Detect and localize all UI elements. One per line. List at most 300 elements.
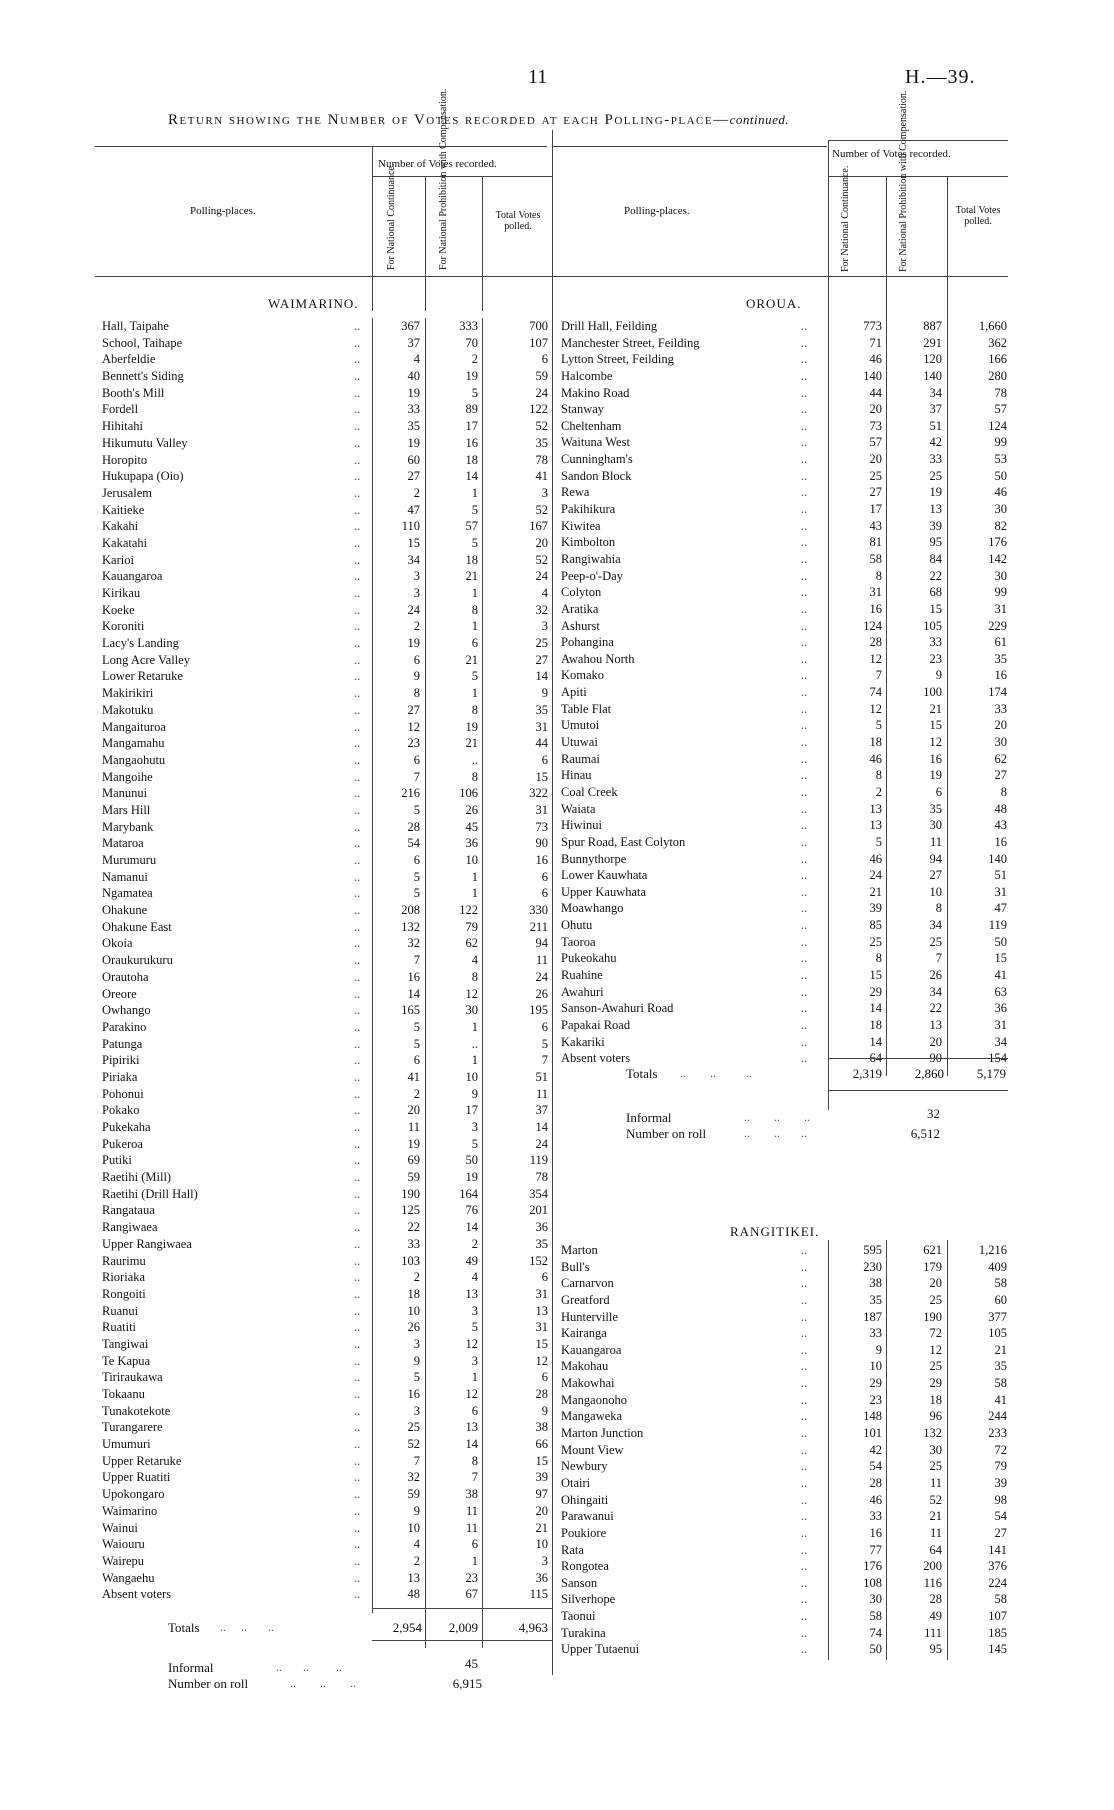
continuance-votes: 132 [401, 919, 420, 934]
polling-place-name: Ngamatea [102, 886, 153, 901]
leader-dots: .. [801, 918, 808, 933]
polling-place-name: Turakina [561, 1625, 606, 1640]
table-row [561, 401, 1008, 418]
prohibition-votes: 21 [929, 1509, 942, 1524]
prohibition-votes: 95 [929, 535, 942, 550]
leader-dots: .. [801, 568, 808, 583]
continuance-votes: 52 [407, 1437, 420, 1452]
table-row [102, 1520, 552, 1537]
table-row [561, 717, 1008, 734]
leader-dots: .. [801, 1426, 808, 1441]
leader-dots: .. [801, 967, 808, 982]
table-row [102, 602, 552, 619]
table-row [561, 1458, 1008, 1475]
oroua-section-title: OROUA. [746, 296, 802, 311]
polling-place-name: Hunterville [561, 1309, 618, 1324]
polling-place-name: Parawanui [561, 1509, 614, 1524]
polling-place-name: Waiouru [102, 1537, 145, 1552]
polling-place-name: Mangaweka [561, 1409, 623, 1424]
total-votes: 244 [988, 1409, 1007, 1424]
polling-place-name: Rongoiti [102, 1286, 146, 1301]
oroua-totals-dots: .. .. .. [680, 1066, 752, 1080]
total-votes: 12 [535, 1353, 548, 1368]
continuance-votes: 5 [875, 718, 882, 733]
polling-place-name: Kirikau [102, 586, 141, 600]
prohibition-votes: 25 [929, 1459, 942, 1474]
oroua-totals-label: Totals [626, 1066, 658, 1081]
table-row [102, 952, 552, 969]
prohibition-votes: 11 [929, 1475, 942, 1490]
continuance-votes: 54 [407, 836, 420, 851]
prohibition-votes: 5 [471, 669, 478, 684]
rangitikei-table [561, 1242, 1008, 1658]
polling-place-name: Komako [561, 668, 605, 683]
continuance-votes: 32 [407, 936, 420, 951]
prohibition-votes: 84 [929, 551, 942, 566]
waimarino-roll-dots: .. .. .. [290, 1676, 356, 1690]
total-votes: 43 [994, 818, 1007, 833]
table-row [561, 434, 1008, 451]
total-votes: 50 [994, 934, 1007, 949]
polling-place-name: Table Flat [561, 701, 612, 716]
table-row [102, 568, 552, 585]
table-row [561, 1275, 1008, 1292]
prohibition-votes: 14 [465, 1220, 478, 1235]
polling-place-name: Sanson [561, 1575, 598, 1590]
leader-dots: .. [801, 818, 808, 833]
leader-dots: .. [354, 502, 361, 517]
continuance-votes: 8 [875, 768, 882, 783]
total-votes: 185 [988, 1625, 1007, 1640]
polling-place-name: Orautoha [102, 969, 149, 984]
polling-place-name: Peep-o'-Day [561, 568, 623, 583]
continuance-votes: 103 [401, 1253, 420, 1268]
prohibition-votes: 12 [465, 1387, 478, 1401]
table-row [561, 584, 1008, 601]
polling-place-name: Newbury [561, 1459, 608, 1474]
continuance-votes: 20 [869, 402, 882, 417]
prohibition-votes: 621 [923, 1243, 942, 1257]
prohibition-votes: 51 [929, 418, 942, 433]
polling-place-name: Awahou North [561, 651, 635, 666]
prohibition-votes: 33 [929, 635, 942, 650]
total-votes: 59 [535, 369, 548, 384]
prohibition-votes: 13 [465, 1286, 478, 1301]
polling-place-name: Umutoi [561, 718, 600, 733]
table-row [561, 1392, 1008, 1409]
prohibition-votes: 67 [465, 1587, 478, 1602]
leader-dots: .. [801, 1259, 808, 1274]
table-row [561, 518, 1008, 535]
prohibition-votes: 105 [923, 618, 942, 633]
prohibition-votes: 2 [471, 1236, 478, 1251]
total-votes: 409 [988, 1259, 1007, 1274]
prohibition-votes: 13 [465, 1420, 478, 1435]
table-row [102, 1169, 552, 1186]
leader-dots: .. [801, 1459, 808, 1474]
polling-place-name: Carnarvon [561, 1276, 614, 1291]
prohibition-votes: 39 [929, 518, 942, 533]
continuance-votes: 30 [869, 1592, 882, 1607]
continuance-votes: 5 [413, 802, 420, 817]
table-row [102, 1136, 552, 1153]
continuance-votes: 230 [863, 1259, 882, 1274]
polling-place-name: Horopito [102, 452, 148, 467]
table-row [561, 568, 1008, 585]
table-row [561, 351, 1008, 368]
total-votes: 14 [535, 1120, 548, 1134]
total-votes: 174 [988, 685, 1007, 700]
continuance-votes: 5 [413, 1370, 420, 1385]
table-row [102, 1553, 552, 1570]
table-row [561, 851, 1008, 868]
prohibition-votes: 34 [929, 984, 942, 999]
total-votes: 58 [994, 1592, 1007, 1607]
waimarino-totals-label: Totals [168, 1620, 200, 1635]
prohibition-votes: 12 [929, 735, 942, 750]
leader-dots: .. [354, 1537, 361, 1552]
leader-dots: .. [801, 1442, 808, 1457]
leader-dots: .. [801, 984, 808, 999]
prohibition-votes: 21 [465, 736, 478, 751]
table-row [102, 1236, 552, 1253]
total-votes: 141 [988, 1542, 1007, 1557]
left-total-header: Total Votes polled. [495, 210, 541, 232]
table-row [561, 1292, 1008, 1309]
leader-dots: .. [354, 335, 361, 350]
prohibition-votes: 190 [923, 1309, 942, 1324]
continuance-votes: 21 [869, 884, 882, 899]
prohibition-votes: 19 [929, 485, 942, 500]
prohibition-votes: 22 [929, 1001, 942, 1016]
leader-dots: .. [801, 1525, 808, 1540]
table-row [561, 618, 1008, 635]
leader-dots: .. [801, 851, 808, 866]
total-votes: 46 [994, 485, 1007, 500]
leader-dots: .. [354, 552, 361, 567]
polling-place-name: Owhango [102, 1003, 151, 1018]
prohibition-votes: 887 [923, 319, 942, 333]
total-votes: 6 [541, 752, 548, 767]
table-row [102, 1570, 552, 1587]
continuance-votes: 25 [869, 934, 882, 949]
prohibition-votes: 68 [929, 585, 942, 600]
leader-dots: .. [801, 701, 808, 716]
table-row [102, 1436, 552, 1453]
polling-place-name: Hinau [561, 768, 592, 783]
leader-dots: .. [801, 452, 808, 467]
leader-dots: .. [801, 1575, 808, 1590]
total-votes: 37 [535, 1103, 548, 1118]
leader-dots: .. [354, 1487, 361, 1502]
total-votes: 233 [988, 1426, 1007, 1441]
prohibition-votes: 70 [465, 335, 478, 350]
table-row [561, 1375, 1008, 1392]
table-row [102, 785, 552, 802]
polling-place-name: Patunga [102, 1036, 143, 1051]
polling-place-name: Papakai Road [561, 1017, 631, 1032]
table-row [102, 919, 552, 936]
total-votes: 58 [994, 1376, 1007, 1391]
table-row [102, 1219, 552, 1236]
total-votes: 53 [994, 452, 1007, 467]
total-votes: 39 [535, 1470, 548, 1485]
polling-place-name: Greatford [561, 1292, 610, 1307]
polling-place-name: Ohakune [102, 903, 148, 918]
polling-place-name: Absent voters [102, 1587, 172, 1602]
prohibition-votes: 164 [459, 1186, 478, 1201]
leader-dots: .. [801, 402, 808, 417]
leader-dots: .. [354, 469, 361, 484]
total-votes: 21 [994, 1342, 1007, 1357]
table-row [561, 1608, 1008, 1625]
prohibition-votes: 49 [465, 1253, 478, 1268]
leader-dots: .. [354, 1353, 361, 1368]
continuance-votes: 14 [869, 1034, 882, 1049]
polling-place-name: Taoroa [561, 934, 596, 949]
polling-place-name: Makohau [561, 1359, 609, 1374]
continuance-votes: 140 [863, 368, 882, 383]
polling-place-name: Wainui [102, 1520, 138, 1535]
total-votes: 31 [535, 802, 548, 817]
leader-dots: .. [801, 518, 808, 533]
polling-place-name: Hihitahi [102, 419, 143, 434]
oroua-informal-dots: .. .. .. [744, 1110, 810, 1124]
continuance-votes: 37 [407, 335, 420, 350]
polling-place-name: Upper Ruatiti [102, 1470, 171, 1485]
table-row [102, 1119, 552, 1136]
total-votes: 6 [541, 1370, 548, 1385]
leader-dots: .. [801, 535, 808, 550]
polling-place-name: Bunnythorpe [561, 851, 627, 866]
continuance-votes: 3 [413, 1403, 420, 1418]
continuance-votes: 81 [869, 535, 882, 550]
leader-dots: .. [354, 1320, 361, 1335]
polling-place-name: Putiki [102, 1153, 132, 1168]
total-votes: 58 [994, 1276, 1007, 1291]
leader-dots: .. [801, 618, 808, 633]
prohibition-votes: 25 [929, 1292, 942, 1307]
continuance-votes: 27 [407, 702, 420, 717]
leader-dots: .. [354, 1553, 361, 1568]
leader-dots: .. [801, 735, 808, 750]
table-row [561, 418, 1008, 435]
polling-place-name: Hiwinui [561, 818, 602, 833]
continuance-votes: 9 [875, 1342, 882, 1357]
polling-place-name: Manunui [102, 786, 148, 801]
table-row [561, 917, 1008, 934]
leader-dots: .. [354, 1003, 361, 1018]
leader-dots: .. [801, 335, 808, 350]
polling-place-name: Pohonui [102, 1086, 144, 1101]
table-row [102, 1152, 552, 1169]
polling-place-name: Tunakotekote [102, 1403, 171, 1418]
total-votes: 9 [541, 686, 548, 701]
polling-place-name: Ruatiti [102, 1320, 137, 1335]
leader-dots: .. [801, 319, 808, 333]
polling-place-name: Mangoihe [102, 769, 153, 784]
leader-dots: .. [801, 1592, 808, 1607]
continuance-votes: 73 [869, 418, 882, 433]
left-prohibition-header: For National Prohibition with Compensation. [438, 88, 449, 270]
total-votes: 15 [535, 1336, 548, 1351]
polling-place-name: Upper Retaruke [102, 1453, 182, 1468]
leader-dots: .. [354, 1453, 361, 1468]
total-votes: 28 [535, 1387, 548, 1401]
prohibition-votes: 21 [929, 701, 942, 716]
leader-dots: .. [354, 769, 361, 784]
table-row [102, 935, 552, 952]
prohibition-votes: 8 [471, 1453, 478, 1468]
prohibition-votes: 79 [465, 919, 478, 934]
table-row [102, 969, 552, 986]
table-row [102, 485, 552, 502]
leader-dots: .. [354, 1470, 361, 1485]
prohibition-votes: 200 [923, 1559, 942, 1574]
continuance-votes: 48 [407, 1587, 420, 1602]
continuance-votes: 10 [869, 1359, 882, 1374]
leader-dots: .. [801, 1509, 808, 1524]
table-row [561, 1591, 1008, 1608]
leader-dots: .. [801, 1376, 808, 1391]
leader-dots: .. [801, 1625, 808, 1640]
polling-place-name: Piriaka [102, 1069, 138, 1084]
total-votes: 25 [535, 636, 548, 651]
prohibition-votes: 26 [465, 802, 478, 817]
total-votes: 15 [535, 769, 548, 784]
continuance-votes: 5 [413, 869, 420, 884]
polling-place-name: Ashurst [561, 618, 600, 633]
continuance-votes: 19 [407, 636, 420, 651]
leader-dots: .. [801, 435, 808, 450]
leader-dots: .. [354, 619, 361, 634]
polling-place-name: Moawhango [561, 901, 624, 916]
total-votes: 79 [994, 1459, 1007, 1474]
leader-dots: .. [801, 951, 808, 966]
continuance-votes: 24 [407, 602, 420, 617]
leader-dots: .. [354, 1387, 361, 1401]
polling-place-name: Upper Kauwhata [561, 884, 647, 899]
polling-place-name: Hall, Taipahe [102, 319, 169, 333]
total-votes: 30 [994, 735, 1007, 750]
title-continued: continued. [729, 112, 790, 127]
table-row [102, 1002, 552, 1019]
continuance-votes: 33 [869, 1326, 882, 1341]
table-row [561, 834, 1008, 851]
prohibition-votes: 6 [471, 636, 478, 651]
prohibition-votes: 11 [465, 1520, 478, 1535]
polling-place-name: Pohangina [561, 635, 614, 650]
leader-dots: .. [354, 1403, 361, 1418]
polling-place-name: Mataroa [102, 836, 144, 851]
total-votes: 57 [994, 402, 1007, 417]
prohibition-votes: 62 [465, 936, 478, 951]
prohibition-votes: 4 [471, 1270, 478, 1285]
continuance-votes: 35 [869, 1292, 882, 1307]
prohibition-votes: 12 [929, 1342, 942, 1357]
prohibition-votes: 19 [465, 369, 478, 384]
leader-dots: .. [801, 1642, 808, 1657]
continuance-votes: 19 [407, 1136, 420, 1151]
prohibition-votes: 30 [929, 818, 942, 833]
polling-place-name: Lacy's Landing [102, 636, 179, 651]
leader-dots: .. [801, 1559, 808, 1574]
continuance-votes: 7 [875, 668, 882, 683]
leader-dots: .. [354, 435, 361, 450]
continuance-votes: 9 [413, 1353, 420, 1368]
polling-place-name: Hukupapa (Oio) [102, 469, 184, 484]
polling-place-name: Upper Tutaenui [561, 1642, 640, 1657]
total-votes: 30 [994, 568, 1007, 583]
total-votes: 167 [529, 519, 548, 534]
continuance-votes: 17 [869, 502, 882, 517]
table-row [102, 802, 552, 819]
total-votes: 20 [535, 1503, 548, 1518]
polling-place-name: Pukeroa [102, 1136, 143, 1151]
table-row [561, 1358, 1008, 1375]
continuance-votes: 13 [869, 818, 882, 833]
polling-place-name: Mangaohutu [102, 752, 166, 767]
prohibition-votes: 18 [929, 1392, 942, 1407]
table-row [102, 552, 552, 569]
prohibition-votes: 15 [929, 601, 942, 616]
table-row [561, 801, 1008, 818]
prohibition-votes: 5 [471, 502, 478, 517]
continuance-votes: 33 [407, 1236, 420, 1251]
table-row [102, 1286, 552, 1303]
leader-dots: .. [801, 651, 808, 666]
polling-place-name: Makirikiri [102, 686, 154, 701]
oroua-totals-continuance: 2,319 [852, 1066, 882, 1081]
continuance-votes: 25 [407, 1420, 420, 1435]
prohibition-votes: 17 [465, 419, 478, 434]
continuance-votes: 74 [869, 685, 882, 700]
table-row [561, 1342, 1008, 1359]
total-votes: 24 [535, 569, 548, 584]
prohibition-votes: 23 [465, 1570, 478, 1585]
prohibition-votes: 3 [471, 1353, 478, 1368]
leader-dots: .. [354, 1036, 361, 1051]
continuance-votes: 31 [869, 585, 882, 600]
table-row [561, 967, 1008, 984]
leader-dots: .. [354, 786, 361, 801]
total-votes: 35 [535, 1236, 548, 1251]
total-votes: 94 [535, 936, 548, 951]
leader-dots: .. [354, 1270, 361, 1285]
leader-dots: .. [354, 1069, 361, 1084]
prohibition-votes: 96 [929, 1409, 942, 1424]
table-row [561, 1017, 1008, 1034]
continuance-votes: 18 [869, 1017, 882, 1032]
table-row [102, 318, 552, 335]
prohibition-votes: 30 [465, 1003, 478, 1018]
total-votes: 376 [988, 1559, 1007, 1574]
continuance-votes: 13 [869, 801, 882, 816]
polling-place-name: Manchester Street, Feilding [561, 335, 700, 350]
total-votes: 9 [541, 1403, 548, 1418]
continuance-votes: 595 [863, 1243, 882, 1257]
total-votes: 82 [994, 518, 1007, 533]
polling-place-name: Kakariki [561, 1034, 605, 1049]
total-votes: 140 [988, 851, 1007, 866]
prohibition-votes: 1 [471, 586, 478, 600]
continuance-votes: 46 [869, 851, 882, 866]
leader-dots: .. [801, 485, 808, 500]
total-votes: 119 [529, 1153, 548, 1168]
polling-place-name: Ruahine [561, 967, 603, 982]
leader-dots: .. [354, 369, 361, 384]
polling-place-name: Makino Road [561, 385, 630, 400]
